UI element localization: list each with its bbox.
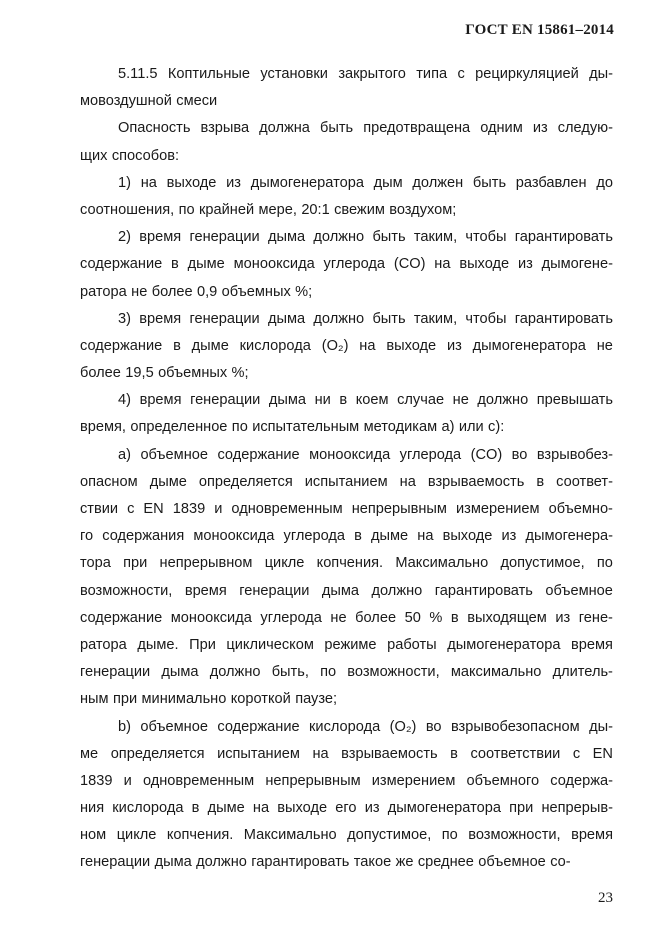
text-line: опасном дыме определяется испытанием на взрываемость в соответ- — [80, 473, 613, 490]
paragraph — [80, 115, 613, 169]
text-line: 2) время генерации дыма должно быть таким, чтобы гарантировать — [118, 229, 613, 246]
text-line: 3) время генерации дыма должно быть таким, чтобы гарантировать — [118, 310, 613, 327]
page-number: 23 — [598, 890, 613, 906]
text-line: ствии с EN 1839 и одновременным непрерывным измерением объемно- — [80, 501, 613, 517]
text-line: ме определяется испытанием на взрываемость в соответствии с EN — [80, 745, 613, 762]
document-body — [80, 61, 613, 877]
text-line: содержание в дыме монооксида углерода (CO) на выходе из дымогене- — [80, 256, 613, 273]
paragraph — [80, 61, 613, 115]
text-line: 1839 и одновременным непрерывным измерением объемного содержа- — [80, 772, 613, 789]
paragraph — [80, 170, 613, 224]
text-line: ном цикле копчения. Максимально допустимое, по возможности, время — [80, 827, 613, 844]
text-line: соотношения, по крайней мере, 20:1 свежим воздухом; — [80, 201, 457, 218]
text-line: генерации дыма должно быть, по возможности, максимально длитель- — [80, 664, 613, 681]
standard-header: ГОСТ EN 15861–2014 — [465, 22, 614, 38]
paragraph — [80, 224, 613, 306]
text-line: а) объемное содержание монооксида углерода (CO) во взрывобез- — [118, 446, 613, 463]
text-line: более 19,5 объемных %; — [80, 365, 249, 382]
text-line: мовоздушной смеси — [80, 93, 218, 110]
text-line: ратора не более 0,9 объемных %; — [80, 283, 313, 300]
text-line: ратора дыме. При циклическом режиме работы дымогенератора время — [80, 636, 613, 653]
text-line: Опасность взрыва должна быть предотвращена одним из следую- — [118, 120, 613, 137]
text-line: содержание в дыме кислорода (O₂) на выходе из дымогенератора не — [80, 337, 613, 354]
text-line: тора при непрерывном цикле копчения. Максимально допустимое, по — [80, 555, 613, 572]
text-line: ным при минимально короткой паузе; — [80, 691, 338, 708]
text-line: b) объемное содержание кислорода (O₂) во взрывобезопасном ды- — [118, 718, 613, 735]
text-line: время, определенное по испытательным методикам а) или с): — [80, 419, 505, 436]
text-line: го содержания монооксида углерода в дыме на выходе из дымогенера- — [80, 528, 613, 545]
text-line: возможности, время генерации дыма должно гарантировать объемное — [80, 582, 613, 599]
paragraph — [80, 387, 613, 441]
paragraph — [80, 714, 613, 877]
paragraph — [80, 442, 613, 714]
text-line: генерации дыма должно гарантировать такое же среднее объемное со- — [80, 854, 571, 871]
text-line: ния кислорода в дыме на выходе его из дымогенератора при непрерыв- — [80, 800, 613, 817]
text-line: 4) время генерации дыма ни в коем случае не должно превышать — [118, 392, 613, 409]
text-line: 5.11.5 Коптильные установки закрытого типа с рециркуляцией ды- — [118, 66, 613, 82]
text-line: щих способов: — [80, 147, 180, 164]
text-line: содержание монооксида углерода не более 50 % в выходящем из гене- — [80, 609, 613, 626]
paragraph — [80, 306, 613, 388]
text-line: 1) на выходе из дымогенератора дым должен быть разбавлен до — [118, 174, 613, 191]
